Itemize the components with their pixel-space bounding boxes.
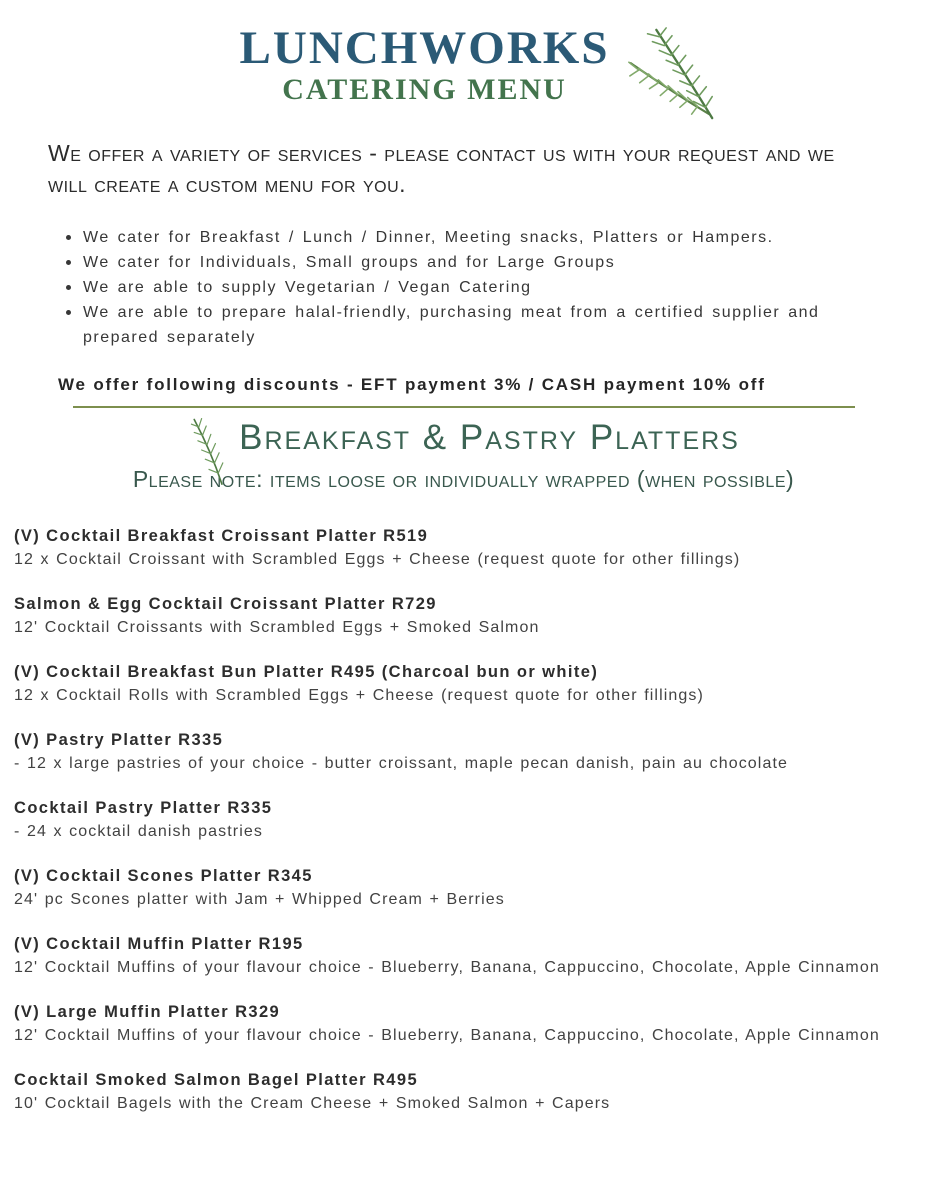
service-item: We are able to supply Vegetarian / Vegan Catering: [66, 275, 824, 300]
rosemary-sprig-icon: [187, 414, 231, 486]
menu-item-desc: 12' Cocktail Muffins of your flavour choice - Blueberry, Banana, Cappuccino, Chocolate, Apple Cinnamon: [14, 959, 880, 976]
intro-line-2: will create a custom menu for you.: [48, 171, 407, 197]
menu-item-title: (V) Large Muffin Platter R329: [14, 1003, 281, 1021]
service-item: We cater for Breakfast / Lunch / Dinner, Meeting snacks, Platters or Hampers.: [66, 225, 824, 250]
page-subtitle: CATERING MENU: [282, 73, 567, 106]
menu-item-title: (V) Pastry Platter R335: [14, 731, 224, 749]
menu-item: [14, 1068, 914, 1116]
menu-item-desc: - 12 x large pastries of your choice - butter croissant, maple pecan danish, pain au chocolate: [14, 755, 788, 772]
services-list: [66, 225, 824, 350]
menu-item-title: Salmon & Egg Cocktail Croissant Platter R729: [14, 595, 437, 613]
menu-item: [14, 728, 914, 776]
menu-item-desc: - 24 x cocktail danish pastries: [14, 823, 263, 840]
menu-item: [14, 796, 914, 844]
page-title: LUNCHWORKS: [239, 22, 610, 74]
menu-item-title: (V) Cocktail Muffin Platter R195: [14, 935, 304, 953]
menu-item-title: Cocktail Smoked Salmon Bagel Platter R495: [14, 1071, 419, 1089]
menu-item-title: Cocktail Pastry Platter R335: [14, 799, 273, 817]
discounts-line: We offer following discounts - EFT payment 3% / CASH payment 10% off: [58, 375, 766, 394]
service-item: We are able to prepare halal-friendly, purchasing meat from a certified supplier and prepared separately: [66, 300, 824, 350]
section-note: Please note: items loose or individually wrapped (when possible): [132, 466, 795, 492]
intro-line-1: We offer a variety of services - please contact us with your request and we: [48, 140, 835, 166]
section-header: [0, 412, 927, 464]
menu-item: [14, 592, 914, 640]
menu-item-desc: 24' pc Scones platter with Jam + Whipped Cream + Berries: [14, 891, 505, 908]
rosemary-sprig-icon: [619, 24, 727, 122]
menu-item: [14, 660, 914, 708]
menu-item: [14, 864, 914, 912]
logo: [200, 22, 610, 106]
intro-text: [48, 138, 927, 200]
menu-item-title: (V) Cocktail Breakfast Croissant Platter R519: [14, 527, 429, 545]
section-title: Breakfast & Pastry Platters: [239, 418, 740, 457]
service-item: We cater for Individuals, Small groups and for Large Groups: [66, 250, 824, 275]
menu-item-desc: 10' Cocktail Bagels with the Cream Cheese + Smoked Salmon + Capers: [14, 1095, 611, 1112]
menu-item-title: (V) Cocktail Breakfast Bun Platter R495 (Charcoal bun or white): [14, 663, 599, 681]
menu-item-title: (V) Cocktail Scones Platter R345: [14, 867, 313, 885]
menu-item-desc: 12 x Cocktail Croissant with Scrambled Eggs + Cheese (request quote for other fillings): [14, 551, 741, 568]
menu-item-desc: 12 x Cocktail Rolls with Scrambled Eggs + Cheese (request quote for other fillings): [14, 687, 704, 704]
menu-item-desc: 12' Cocktail Muffins of your flavour choice - Blueberry, Banana, Cappuccino, Chocolate, Apple Cinnamon: [14, 1027, 880, 1044]
menu-item: [14, 1000, 914, 1048]
header: [0, 22, 927, 120]
menu-list: [14, 524, 914, 1116]
menu-item: [14, 932, 914, 980]
menu-item: [14, 524, 914, 572]
menu-item-desc: 12' Cocktail Croissants with Scrambled Eggs + Smoked Salmon: [14, 619, 540, 636]
section-divider: [73, 406, 855, 408]
